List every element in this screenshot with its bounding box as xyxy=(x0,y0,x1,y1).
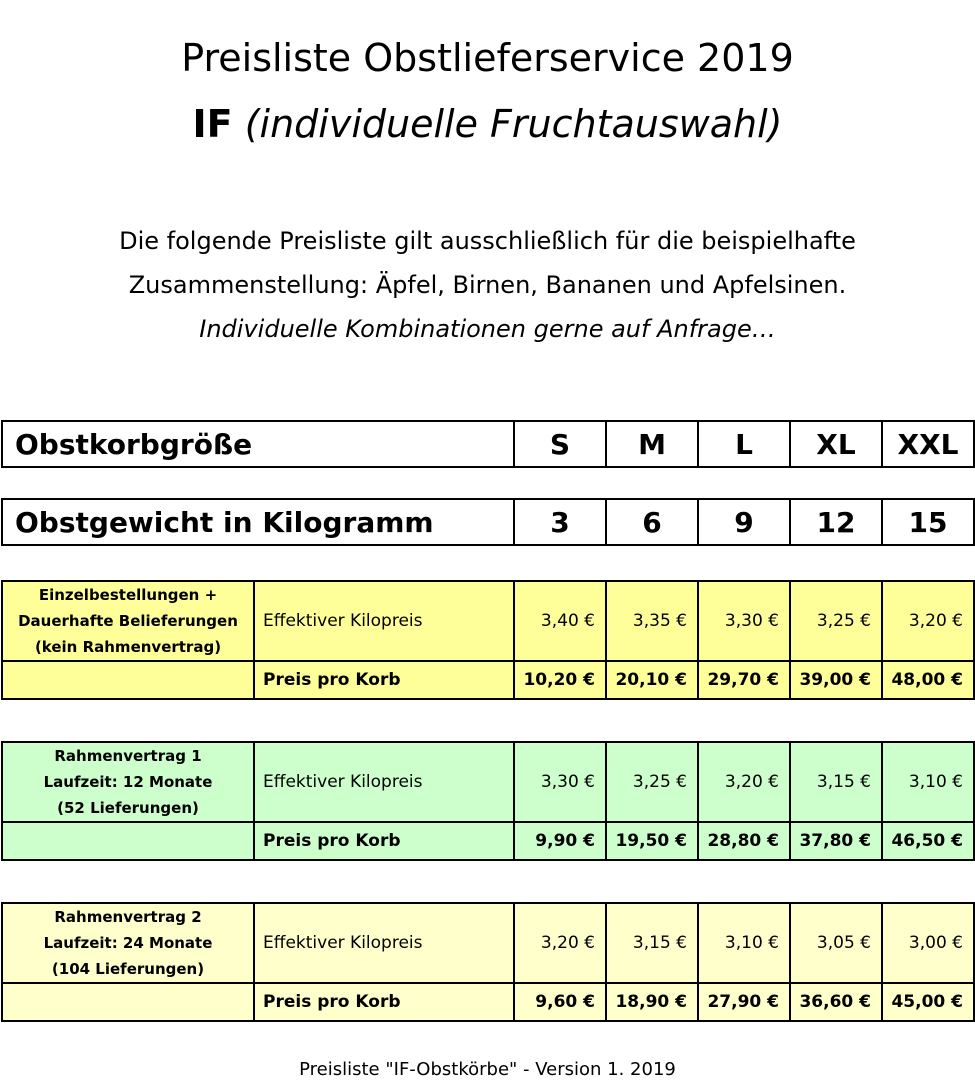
kilo-price-row xyxy=(2,581,974,661)
kilo-price-xxl: 3,20 € xyxy=(882,581,974,661)
basket-price-s: 9,60 € xyxy=(514,983,606,1021)
basket-price-s: 10,20 € xyxy=(514,661,606,699)
kilo-price-l: 3,20 € xyxy=(698,742,790,822)
basket-price-l: 27,90 € xyxy=(698,983,790,1021)
size-xl: XL xyxy=(790,421,882,467)
weight-s: 3 xyxy=(514,499,606,545)
kilo-price-xl: 3,05 € xyxy=(790,903,882,983)
basket-price-l: 29,70 € xyxy=(698,661,790,699)
basket-price-xl: 37,80 € xyxy=(790,822,882,860)
group-line: Einzelbestellungen + xyxy=(38,586,218,604)
group-label xyxy=(2,581,254,661)
basket-price-s: 9,90 € xyxy=(514,822,606,860)
basket-price-m: 19,50 € xyxy=(606,822,698,860)
basket-price-l: 28,80 € xyxy=(698,822,790,860)
basket-price-xxl: 46,50 € xyxy=(882,822,974,860)
group-label xyxy=(2,903,254,983)
basket-price-m: 18,90 € xyxy=(606,983,698,1021)
size-l: L xyxy=(698,421,790,467)
basket-price-row xyxy=(2,661,974,699)
empty-cell xyxy=(2,983,254,1021)
kilo-price-l: 3,10 € xyxy=(698,903,790,983)
empty-cell xyxy=(2,822,254,860)
size-s: S xyxy=(514,421,606,467)
price-table-einzel xyxy=(1,580,975,700)
subtitle-expansion: (individuelle Fruchtauswahl) xyxy=(244,102,783,146)
kilo-price-m: 3,35 € xyxy=(606,581,698,661)
subtitle-abbrev: IF xyxy=(192,102,233,146)
kilo-price-s: 3,30 € xyxy=(514,742,606,822)
kilo-price-m: 3,25 € xyxy=(606,742,698,822)
size-label: Obstkorbgröße xyxy=(2,421,514,467)
basket-price-m: 20,10 € xyxy=(606,661,698,699)
kilo-price-s: 3,20 € xyxy=(514,903,606,983)
size-row xyxy=(2,421,974,467)
weight-m: 6 xyxy=(606,499,698,545)
kilo-price-l: 3,30 € xyxy=(698,581,790,661)
intro-line-1: Die folgende Preisliste gilt ausschließlich für die beispielhafte xyxy=(119,227,856,255)
weight-xxl: 15 xyxy=(882,499,974,545)
basket-price-label: Preis pro Korb xyxy=(254,983,514,1021)
group-line: Dauerhafte Belieferungen xyxy=(18,612,238,630)
kilo-price-xl: 3,15 € xyxy=(790,742,882,822)
kilo-price-label: Effektiver Kilopreis xyxy=(254,903,514,983)
intro-line-2: Zusammenstellung: Äpfel, Birnen, Bananen und Apfelsinen. xyxy=(128,271,847,299)
kilo-price-xxl: 3,00 € xyxy=(882,903,974,983)
size-xxl: XXL xyxy=(882,421,974,467)
price-table-rahmen-1 xyxy=(1,741,975,861)
price-table-rahmen-2 xyxy=(1,902,975,1022)
kilo-price-s: 3,40 € xyxy=(514,581,606,661)
weight-label: Obstgewicht in Kilogramm xyxy=(2,499,514,545)
page-subtitle xyxy=(0,98,975,150)
kilo-price-label: Effektiver Kilopreis xyxy=(254,581,514,661)
kilo-price-m: 3,15 € xyxy=(606,903,698,983)
basket-price-label: Preis pro Korb xyxy=(254,661,514,699)
group-line: (104 Lieferungen) xyxy=(51,960,205,978)
empty-cell xyxy=(2,661,254,699)
group-line: Laufzeit: 24 Monate xyxy=(43,934,213,952)
weight-xl: 12 xyxy=(790,499,882,545)
basket-price-label: Preis pro Korb xyxy=(254,822,514,860)
size-table xyxy=(1,420,975,468)
group-line: (52 Lieferungen) xyxy=(57,799,199,817)
basket-price-xl: 36,60 € xyxy=(790,983,882,1021)
group-line: Laufzeit: 12 Monate xyxy=(43,773,213,791)
page-title: Preisliste Obstlieferservice 2019 xyxy=(181,36,794,80)
kilo-price-xxl: 3,10 € xyxy=(882,742,974,822)
kilo-price-xl: 3,25 € xyxy=(790,581,882,661)
intro-line-3: Individuelle Kombinationen gerne auf Anfrage… xyxy=(199,315,776,343)
kilo-price-label: Effektiver Kilopreis xyxy=(254,742,514,822)
basket-price-row xyxy=(2,983,974,1021)
size-m: M xyxy=(606,421,698,467)
kilo-price-row xyxy=(2,903,974,983)
group-line: Rahmenvertrag 2 xyxy=(54,908,202,926)
basket-price-xxl: 48,00 € xyxy=(882,661,974,699)
weight-table xyxy=(1,498,975,546)
group-line: Rahmenvertrag 1 xyxy=(54,747,202,765)
weight-row xyxy=(2,499,974,545)
footer-version: Preisliste "IF-Obstkörbe" - Version 1. 2019 xyxy=(299,1059,676,1080)
basket-price-row xyxy=(2,822,974,860)
group-line: (kein Rahmenvertrag) xyxy=(34,638,222,656)
basket-price-xl: 39,00 € xyxy=(790,661,882,699)
basket-price-xxl: 45,00 € xyxy=(882,983,974,1021)
group-label xyxy=(2,742,254,822)
weight-l: 9 xyxy=(698,499,790,545)
kilo-price-row xyxy=(2,742,974,822)
